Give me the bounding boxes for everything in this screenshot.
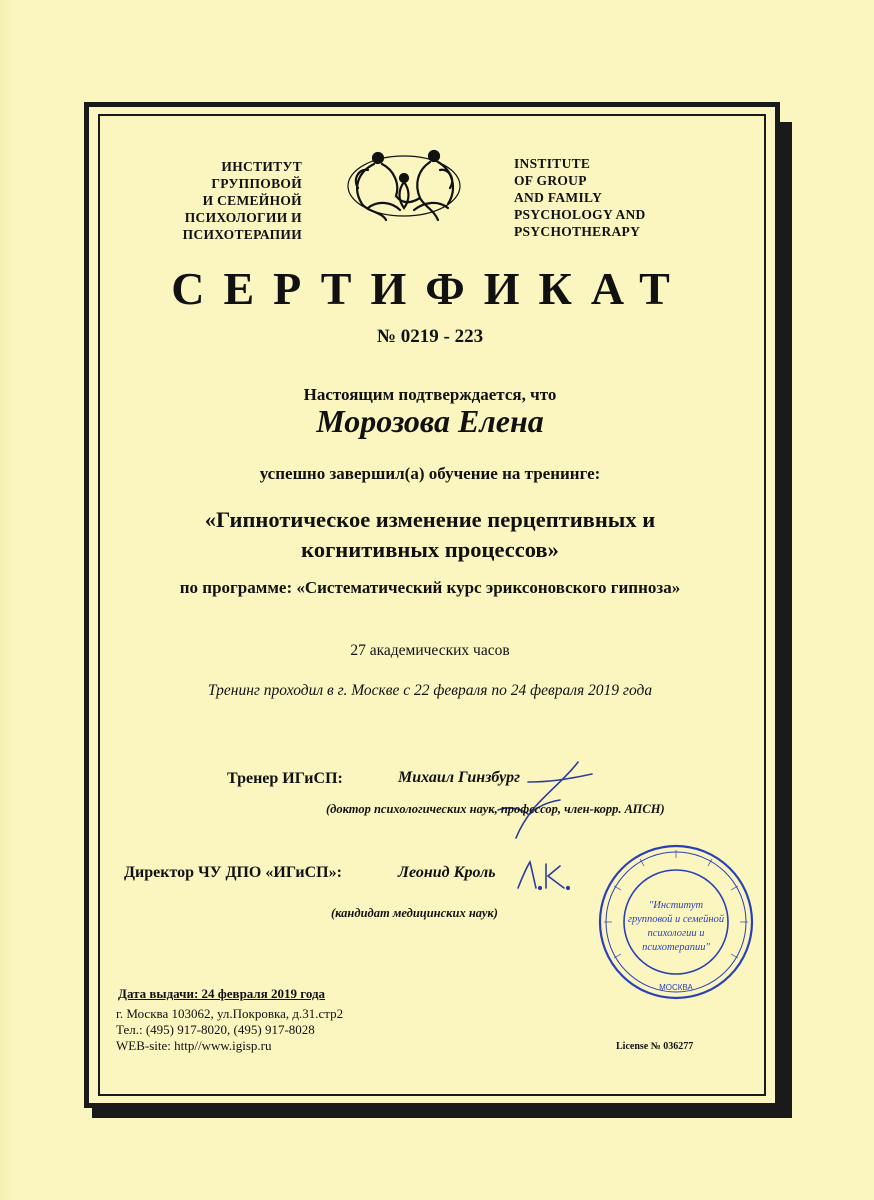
trainer-signature-icon	[468, 752, 598, 842]
director-credentials: (кандидат медицинских наук)	[331, 906, 498, 920]
frame-shadow-right	[780, 122, 792, 1116]
training-title-line: когнитивных процессов»	[301, 537, 559, 562]
address: г. Москва 103062, ул.Покровка, д.31.стр2	[116, 1006, 344, 1021]
trainer-credentials: (доктор психологических наук, профессор, член-корр. АПСН)	[326, 802, 665, 816]
institute-ru-line: ИНСТИТУТ	[221, 159, 302, 174]
website: WEB-site: http//www.igisp.ru	[116, 1038, 272, 1053]
trainer-label: Тренер ИГиСП:	[227, 770, 343, 787]
hours-text: 27 академических часов	[350, 642, 510, 659]
institute-ru-line: И СЕМЕЙНОЙ	[202, 193, 302, 208]
paper-edge	[0, 0, 12, 1200]
stamp-line: психологии и	[647, 928, 705, 939]
institute-en-line: PSYCHOTHERAPY	[514, 224, 641, 239]
official-stamp-icon	[596, 842, 756, 1002]
stamp-ring-text: МОСКВА	[659, 983, 693, 992]
institute-ru-line: ГРУППОВОЙ	[211, 176, 302, 191]
institute-en-line: INSTITUTE	[514, 156, 591, 171]
recipient-name: Морозова Елена	[316, 403, 544, 439]
training-period: Тренинг проходил в г. Москве с 22 февраля по 24 февраля 2019 года	[207, 682, 653, 699]
institute-ru-line: ПСИХОЛОГИИ И	[184, 210, 302, 225]
institute-logo-icon	[338, 148, 470, 230]
director-label: Директор ЧУ ДПО «ИГиСП»:	[124, 864, 342, 881]
training-title-line: «Гипнотическое изменение перцептивных и	[204, 507, 656, 532]
stamp-line: психотерапии"	[642, 942, 710, 953]
institute-name-ru	[160, 158, 302, 243]
certificate-title: СЕРТИФИКАТ	[171, 263, 689, 314]
contact-block	[116, 1006, 343, 1054]
program-text: по программе: «Систематический курс эриксоновского гипноза»	[179, 578, 681, 597]
director-signature-icon	[514, 858, 574, 892]
certificate-number: № 0219 - 223	[376, 326, 484, 347]
issue-date: Дата выдачи: 24 февраля 2019 года	[118, 986, 326, 1001]
training-title	[120, 505, 740, 565]
institute-ru-line: ПСИХОТЕРАПИИ	[182, 227, 302, 242]
stamp-line: "Институт	[648, 900, 704, 911]
frame-shadow-bottom	[92, 1108, 792, 1118]
stamp-line: групповой и семейной	[627, 914, 725, 925]
institute-name-en	[514, 155, 674, 240]
phone: Тел.: (495) 917-8020, (495) 917-8028	[116, 1022, 315, 1037]
confirm-text: Настоящим подтверждается, что	[303, 385, 557, 404]
institute-en-line: PSYCHOLOGY AND	[514, 207, 646, 222]
institute-en-line: OF GROUP	[514, 173, 587, 188]
institute-en-line: AND FAMILY	[514, 190, 603, 205]
license-number: License № 036277	[616, 1041, 694, 1052]
completed-text: успешно завершил(а) обучение на тренинге:	[259, 464, 601, 483]
trainer-name: Михаил Гинзбург	[398, 769, 520, 786]
director-name: Леонид Кроль	[398, 864, 496, 881]
